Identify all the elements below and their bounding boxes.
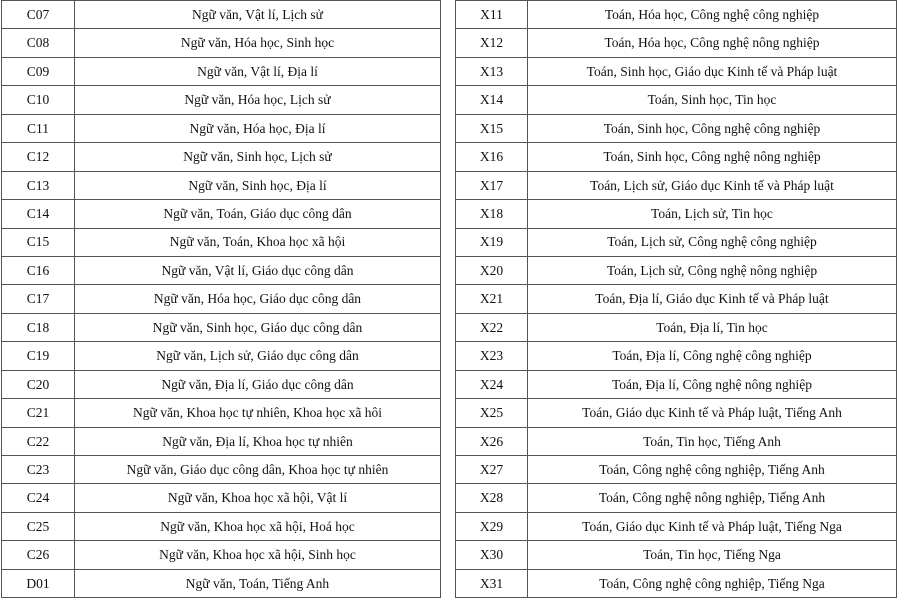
subjects-cell: Ngữ văn, Toán, Giáo dục công dân xyxy=(75,200,441,228)
table-row xyxy=(2,342,441,370)
subjects-cell: Ngữ văn, Vật lí, Giáo dục công dân xyxy=(75,256,441,284)
table-row xyxy=(2,427,441,455)
table-row xyxy=(2,285,441,313)
combination-code-cell: C11 xyxy=(2,114,75,142)
combination-code-cell: X23 xyxy=(456,342,528,370)
table-row xyxy=(2,512,441,540)
combination-code-cell: C14 xyxy=(2,200,75,228)
table-row xyxy=(2,456,441,484)
subjects-cell: Ngữ văn, Khoa học xã hội, Hoá học xyxy=(75,512,441,540)
combination-code-cell: C17 xyxy=(2,285,75,313)
subjects-cell: Ngữ văn, Địa lí, Giáo dục công dân xyxy=(75,370,441,398)
subjects-cell: Toán, Tin học, Tiếng Nga xyxy=(528,541,897,569)
table-row xyxy=(456,512,897,540)
table-row xyxy=(456,313,897,341)
combination-code-cell: X14 xyxy=(456,86,528,114)
subjects-cell: Toán, Sinh học, Công nghệ nông nghiệp xyxy=(528,143,897,171)
table-row xyxy=(456,171,897,199)
subjects-cell: Toán, Sinh học, Công nghệ công nghiệp xyxy=(528,114,897,142)
combination-code-cell: C12 xyxy=(2,143,75,171)
combination-code-cell: C10 xyxy=(2,86,75,114)
subject-combination-table-right xyxy=(455,0,897,598)
table-row xyxy=(456,29,897,57)
combination-code-cell: X30 xyxy=(456,541,528,569)
combination-code-cell: X17 xyxy=(456,171,528,199)
subjects-cell: Ngữ văn, Hóa học, Lịch sử xyxy=(75,86,441,114)
combination-code-cell: X27 xyxy=(456,456,528,484)
subjects-cell: Ngữ văn, Khoa học tự nhiên, Khoa học xã hôi xyxy=(75,399,441,427)
combination-code-cell: X11 xyxy=(456,1,528,29)
combination-code-cell: C20 xyxy=(2,370,75,398)
combination-code-cell: C07 xyxy=(2,1,75,29)
subjects-cell: Toán, Địa lí, Công nghệ nông nghiệp xyxy=(528,370,897,398)
table-row xyxy=(2,171,441,199)
subjects-cell: Ngữ văn, Vật lí, Địa lí xyxy=(75,57,441,85)
combination-code-cell: C09 xyxy=(2,57,75,85)
table-row xyxy=(2,57,441,85)
subjects-cell: Toán, Hóa học, Công nghệ công nghiệp xyxy=(528,1,897,29)
subjects-cell: Ngữ văn, Lịch sử, Giáo dục công dân xyxy=(75,342,441,370)
table-row xyxy=(456,342,897,370)
subjects-cell: Ngữ văn, Giáo dục công dân, Khoa học tự nhiên xyxy=(75,456,441,484)
table-row xyxy=(456,456,897,484)
subjects-cell: Ngữ văn, Sinh học, Địa lí xyxy=(75,171,441,199)
table-body-right xyxy=(456,1,897,598)
table-row xyxy=(2,484,441,512)
subjects-cell: Ngữ văn, Khoa học xã hội, Vật lí xyxy=(75,484,441,512)
table-row xyxy=(456,86,897,114)
combination-code-cell: C13 xyxy=(2,171,75,199)
subject-combination-table-left xyxy=(1,0,441,598)
table-row xyxy=(2,399,441,427)
subjects-cell: Toán, Lịch sử, Công nghệ công nghiệp xyxy=(528,228,897,256)
subjects-cell: Toán, Công nghệ công nghiệp, Tiếng Nga xyxy=(528,569,897,597)
table-row xyxy=(456,228,897,256)
subjects-cell: Toán, Địa lí, Tin học xyxy=(528,313,897,341)
combination-code-cell: X16 xyxy=(456,143,528,171)
table-row xyxy=(2,256,441,284)
table-row xyxy=(2,228,441,256)
subjects-cell: Toán, Công nghệ nông nghiệp, Tiếng Anh xyxy=(528,484,897,512)
combination-code-cell: X26 xyxy=(456,427,528,455)
subjects-cell: Toán, Giáo dục Kinh tế và Pháp luật, Tiếng Anh xyxy=(528,399,897,427)
combination-code-cell: C21 xyxy=(2,399,75,427)
combination-code-cell: X22 xyxy=(456,313,528,341)
combination-code-cell: X25 xyxy=(456,399,528,427)
subjects-cell: Ngữ văn, Toán, Tiếng Anh xyxy=(75,569,441,597)
combination-code-cell: C08 xyxy=(2,29,75,57)
table-row xyxy=(456,256,897,284)
table-row xyxy=(2,29,441,57)
combination-code-cell: X15 xyxy=(456,114,528,142)
table-body-left xyxy=(2,1,441,598)
subjects-cell: Ngữ văn, Hóa học, Địa lí xyxy=(75,114,441,142)
combination-code-cell: X28 xyxy=(456,484,528,512)
combination-code-cell: C15 xyxy=(2,228,75,256)
combination-code-cell: C26 xyxy=(2,541,75,569)
subjects-cell: Toán, Công nghệ công nghiệp, Tiếng Anh xyxy=(528,456,897,484)
table-row xyxy=(2,143,441,171)
subjects-cell: Toán, Tin học, Tiếng Anh xyxy=(528,427,897,455)
subjects-cell: Toán, Giáo dục Kinh tế và Pháp luật, Tiếng Nga xyxy=(528,512,897,540)
combination-code-cell: X13 xyxy=(456,57,528,85)
combination-code-cell: X24 xyxy=(456,370,528,398)
table-row xyxy=(456,200,897,228)
combination-code-cell: X20 xyxy=(456,256,528,284)
table-row xyxy=(456,399,897,427)
table-row xyxy=(2,370,441,398)
subjects-cell: Ngữ văn, Hóa học, Giáo dục công dân xyxy=(75,285,441,313)
table-row xyxy=(456,1,897,29)
subjects-cell: Toán, Lịch sử, Tin học xyxy=(528,200,897,228)
table-row xyxy=(456,370,897,398)
combination-code-cell: C19 xyxy=(2,342,75,370)
table-row xyxy=(2,541,441,569)
subjects-cell: Toán, Địa lí, Giáo dục Kinh tế và Pháp luật xyxy=(528,285,897,313)
combination-code-cell: X18 xyxy=(456,200,528,228)
combination-code-cell: D01 xyxy=(2,569,75,597)
table-row xyxy=(2,114,441,142)
combination-code-cell: X19 xyxy=(456,228,528,256)
subjects-cell: Ngữ văn, Sinh học, Giáo dục công dân xyxy=(75,313,441,341)
subjects-cell: Toán, Sinh học, Giáo dục Kinh tế và Pháp luật xyxy=(528,57,897,85)
table-row xyxy=(456,57,897,85)
combination-code-cell: C25 xyxy=(2,512,75,540)
subjects-cell: Ngữ văn, Khoa học xã hội, Sinh học xyxy=(75,541,441,569)
table-row xyxy=(456,569,897,597)
subjects-cell: Toán, Địa lí, Công nghệ công nghiệp xyxy=(528,342,897,370)
subjects-cell: Ngữ văn, Sinh học, Lịch sử xyxy=(75,143,441,171)
subjects-cell: Ngữ văn, Hóa học, Sinh học xyxy=(75,29,441,57)
subjects-cell: Toán, Lịch sử, Giáo dục Kinh tế và Pháp luật xyxy=(528,171,897,199)
subjects-cell: Ngữ văn, Toán, Khoa học xã hội xyxy=(75,228,441,256)
table-row xyxy=(456,541,897,569)
table-row xyxy=(456,114,897,142)
combination-code-cell: C22 xyxy=(2,427,75,455)
subjects-cell: Toán, Lịch sử, Công nghệ nông nghiệp xyxy=(528,256,897,284)
table-row xyxy=(2,313,441,341)
table-row xyxy=(2,86,441,114)
table-row xyxy=(2,200,441,228)
subjects-cell: Ngữ văn, Địa lí, Khoa học tự nhiên xyxy=(75,427,441,455)
combination-code-cell: X21 xyxy=(456,285,528,313)
table-row xyxy=(2,1,441,29)
table-row xyxy=(456,427,897,455)
combination-code-cell: X12 xyxy=(456,29,528,57)
combination-code-cell: C16 xyxy=(2,256,75,284)
combination-code-cell: X29 xyxy=(456,512,528,540)
subjects-cell: Toán, Sinh học, Tin học xyxy=(528,86,897,114)
table-row xyxy=(2,569,441,597)
table-row xyxy=(456,484,897,512)
subjects-cell: Toán, Hóa học, Công nghệ nông nghiệp xyxy=(528,29,897,57)
subjects-cell: Ngữ văn, Vật lí, Lịch sử xyxy=(75,1,441,29)
combination-code-cell: C24 xyxy=(2,484,75,512)
combination-code-cell: X31 xyxy=(456,569,528,597)
table-row xyxy=(456,285,897,313)
combination-code-cell: C18 xyxy=(2,313,75,341)
table-row xyxy=(456,143,897,171)
combination-code-cell: C23 xyxy=(2,456,75,484)
